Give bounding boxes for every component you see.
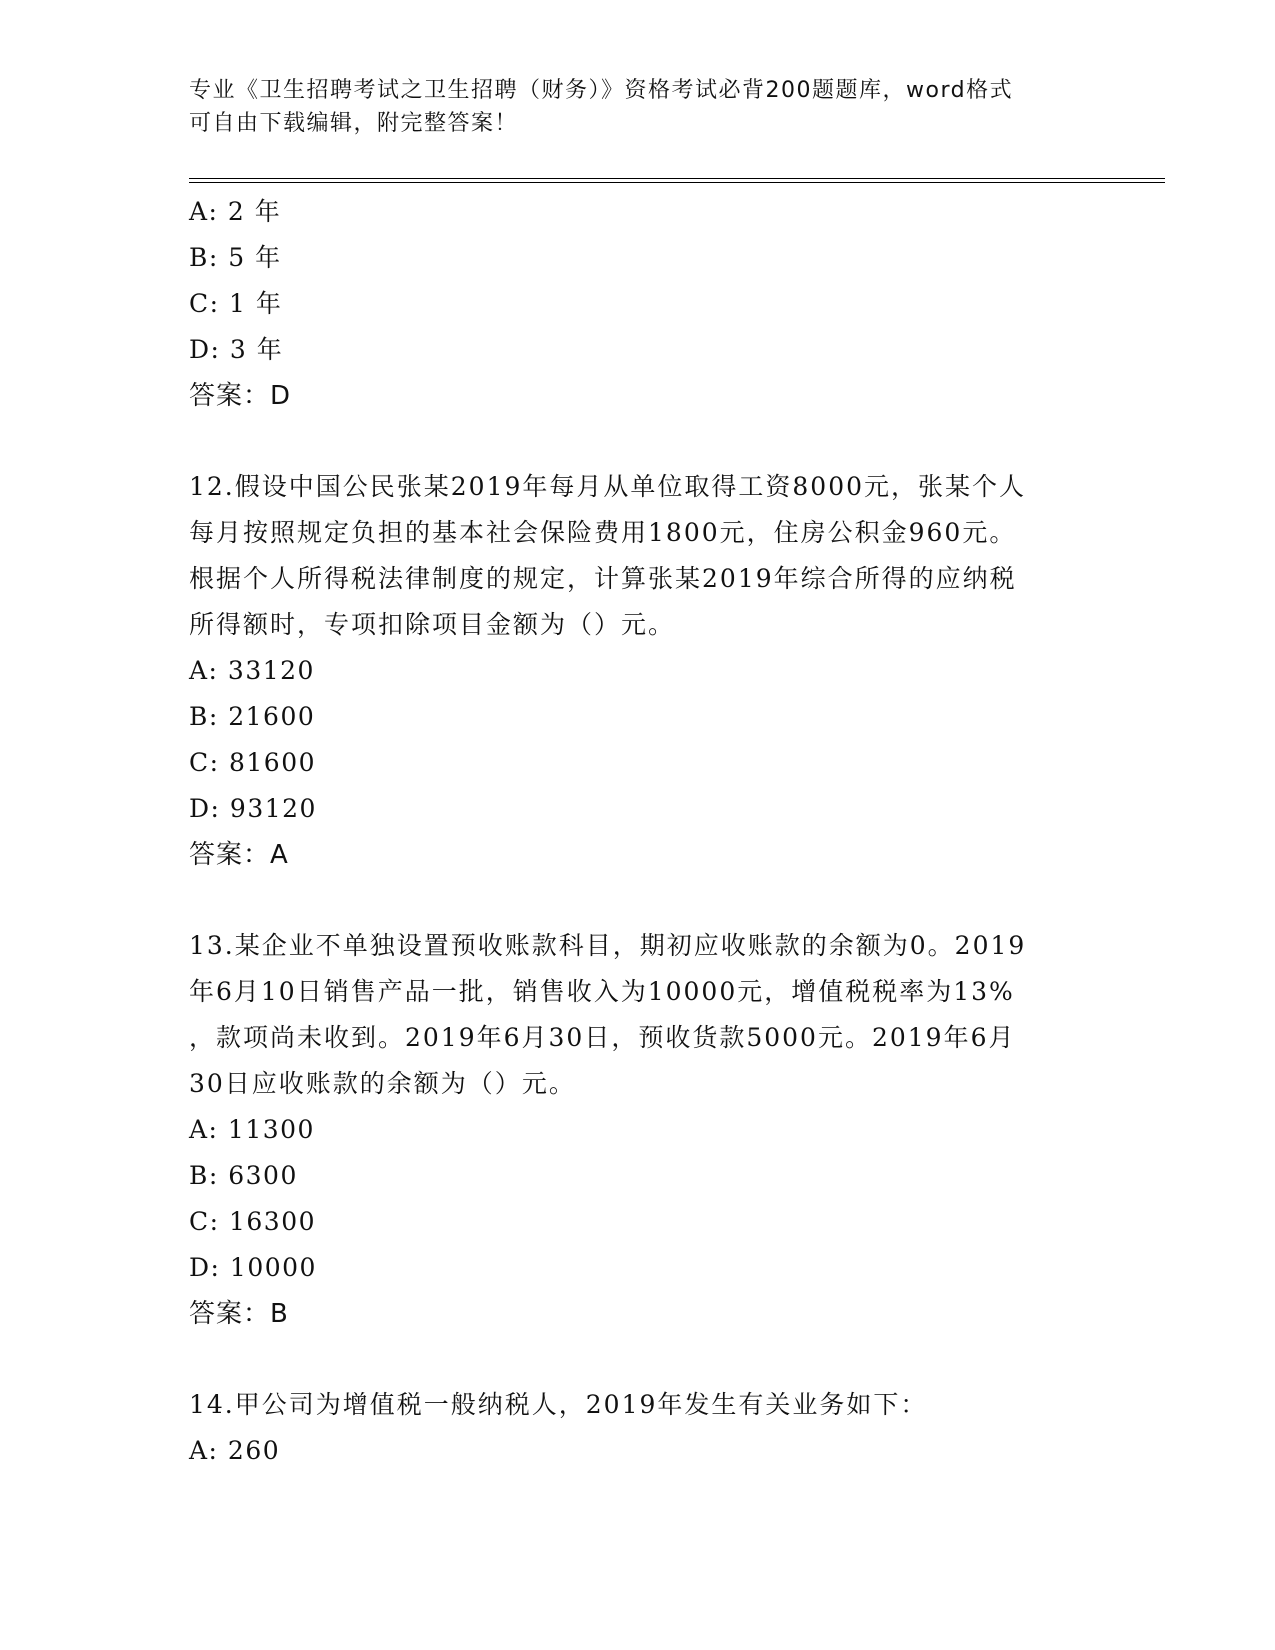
option-a: A: 2 年 <box>189 197 282 226</box>
question-stem-line: 年6月10日销售产品一批，销售收入为10000元，增值税税率为13% <box>189 977 1015 1006</box>
answer-line: 答案：B <box>189 1299 289 1329</box>
question-stem-line: 30日应收账款的余额为（）元。 <box>189 1069 576 1098</box>
question-11 <box>189 189 1089 419</box>
option-a: A: 260 <box>189 1436 281 1465</box>
question-stem-line: 每月按照规定负担的基本社会保险费用1800元，住房公积金960元。 <box>189 518 1017 547</box>
question-14 <box>189 1382 1089 1474</box>
header-title-line-1: 专业《卫生招聘考试之卫生招聘（财务）》资格考试必背200题题库，word格式 <box>189 78 1014 103</box>
option-d: D: 10000 <box>189 1253 317 1282</box>
question-stem-line: 根据个人所得税法律制度的规定，计算张某2019年综合所得的应纳税 <box>189 564 1017 593</box>
option-a: A: 33120 <box>189 656 315 685</box>
header-divider <box>189 178 1165 183</box>
option-c: C: 81600 <box>189 748 317 777</box>
option-d: D: 93120 <box>189 794 317 823</box>
option-b: B: 6300 <box>189 1161 298 1190</box>
question-12 <box>189 464 1089 878</box>
option-a: A: 11300 <box>189 1115 315 1144</box>
option-d: D: 3 年 <box>189 335 284 364</box>
question-stem-line: 12.假设中国公民张某2019年每月从单位取得工资8000元，张某个人 <box>189 472 1027 501</box>
answer-line: 答案：D <box>189 381 292 411</box>
option-c: C: 16300 <box>189 1207 317 1236</box>
question-stem-line: 14.甲公司为增值税一般纳税人，2019年发生有关业务如下： <box>189 1390 928 1419</box>
question-stem-line: 所得额时，专项扣除项目金额为（）元。 <box>189 610 676 639</box>
header-title-line-2: 可自由下载编辑，附完整答案！ <box>189 111 519 136</box>
question-13 <box>189 923 1089 1337</box>
option-c: C: 1 年 <box>189 289 283 318</box>
answer-line: 答案：A <box>189 840 289 870</box>
document-body <box>189 189 1089 1474</box>
question-stem-line: 13.某企业不单独设置预收账款科目，期初应收账款的余额为0。2019 <box>189 931 1027 960</box>
option-b: B: 5 年 <box>189 243 282 272</box>
option-b: B: 21600 <box>189 702 316 731</box>
document-header <box>189 74 1089 140</box>
question-stem-line: ，款项尚未收到。2019年6月30日，预收货款5000元。2019年6月 <box>189 1023 1016 1052</box>
